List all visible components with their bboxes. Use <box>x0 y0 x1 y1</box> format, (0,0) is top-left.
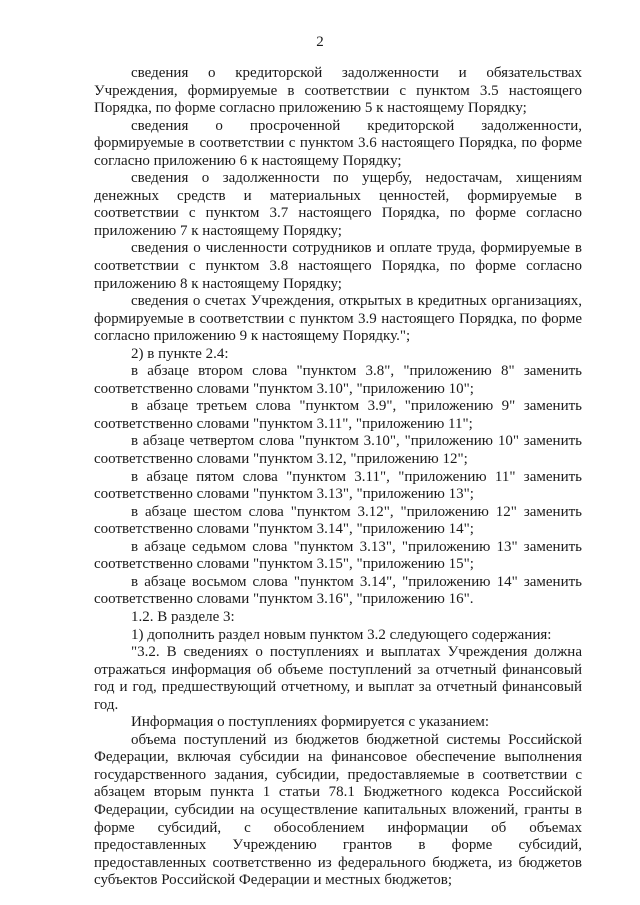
paragraph-item-2-4: 2) в пункте 2.4: <box>131 345 229 362</box>
paragraph-bank-accounts: сведения о счетах Учреждения, открытых в кредитных организациях, формируемые в соответствии с пунктом 3.9 настоящего Порядка, по форме согласно приложению 9 к настоящему Порядку."; <box>94 293 582 345</box>
paragraph-amend-third: в абзаце третьем слова "пунктом 3.9", "приложению 9" заменить соответственно словами "пунктом 3.11", "приложению 11"; <box>94 398 582 432</box>
paragraph-overdue-debt: сведения о просроченной кредиторской задолженности, формируемые в соответствии с пунктом 3.6 настоящего Порядка, по форме согласно приложению 6 к настоящему Порядку; <box>94 117 582 169</box>
paragraph-staff-payroll: сведения о численности сотрудников и оплате труда, формируемые в соответствии с пунктом 3.8 настоящего Порядка, по форме согласно приложению 8 к настоящему Порядку; <box>94 240 582 292</box>
paragraph-damage-debt: сведения о задолженности по ущербу, недостачам, хищениям денежных средств и материальных ценностей, формируемые в соответствии с пунктом 3.7 настоящего Порядка, по форме согласно приложению 7 к настоящему Порядку; <box>94 170 582 239</box>
paragraph-receipts-volume: объема поступлений из бюджетов бюджетной системы Российской Федерации, включая субсидии на финансовое обеспечение выполнения государственного задания, субсидии, предоставляемые в соответствии с абзацем вторым пункта 1 статьи 78.1 Бюджетного кодекса Российской Федерации, субсидии на осуществление капитальных вложений, гранты в форме субсидий, с обособлением информации об объемах предоставленных Учреждению грантов в форме субсидий, предоставленных соответственно из федерального бюджета, из бюджетов субъектов Российской Федерации и местных бюджетов; <box>94 731 582 889</box>
paragraph-amend-eighth: в абзаце восьмом слова "пунктом 3.14", "приложению 14" заменить соответственно словами "пунктом 3.16", "приложению 16". <box>94 573 582 608</box>
paragraph-amend-sixth: в абзаце шестом слова "пунктом 3.12", "приложению 12" заменить соответственно словами "пунктом 3.14", "приложению 14"; <box>94 503 582 538</box>
page-number: 2 <box>316 34 324 50</box>
paragraph-item-3-2-text: "3.2. В сведениях о поступлениях и выплатах Учреждения должна отражаться информация об объеме поступлений за отчетный финансовый год и год, предшествующий отчетному, и выплат за отчетный финансовый год. <box>94 644 582 713</box>
paragraph-amend-seventh: в абзаце седьмом слова "пунктом 3.13", "приложению 13" заменить соответственно словами "пунктом 3.15", "приложению 15"; <box>94 538 582 573</box>
paragraph-creditor-debt: сведения о кредиторской задолженности и обязательствах Учреждения, формируемые в соответствии с пунктом 3.5 настоящего Порядка, по форме согласно приложению 5 к настоящему Порядку; <box>94 65 582 117</box>
paragraph-amend-fifth: в абзаце пятом слова "пунктом 3.11", "приложению 11" заменить соответственно словами "пунктом 3.13", "приложению 13"; <box>94 468 582 503</box>
paragraph-section-3: 1.2. В разделе 3: <box>131 608 235 625</box>
document-body <box>94 65 582 890</box>
paragraph-amend-fourth: в абзаце четвертом слова "пунктом 3.10", "приложению 10" заменить соответственно словами "пунктом 3.12, "приложению 12"; <box>94 433 582 468</box>
paragraph-add-item-3-2: 1) дополнить раздел новым пунктом 3.2 следующего содержания: <box>131 626 552 643</box>
paragraph-amend-second: в абзаце втором слова "пунктом 3.8", "приложению 8" заменить соответственно словами "пунктом 3.10", "приложению 10"; <box>94 363 582 397</box>
paragraph-receipts-info: Информация о поступлениях формируется с указанием: <box>131 714 490 731</box>
